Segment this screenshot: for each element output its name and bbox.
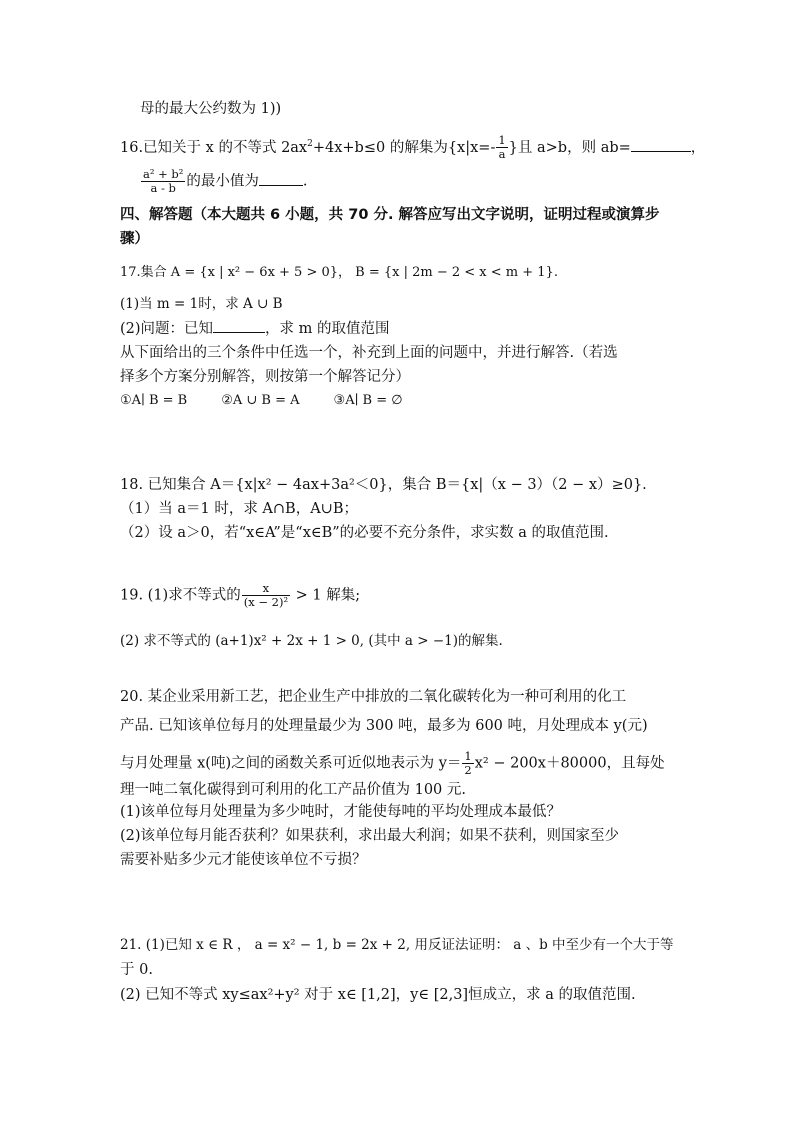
question-20-part-1: (1)该单位每月处理量为多少吨时，才能使每吨的平均处理成本最低？ bbox=[120, 804, 562, 820]
question-18-part-1: （1）当 a＝1 时，求 A∩B，A∪B； bbox=[120, 501, 358, 517]
question-20-part-2: (2)该单位每月能否获利？如果获利，求出最大利润；如果不获利，则国家至少 bbox=[120, 828, 620, 844]
question-18: 18. 已知集合 A＝{x|x² − 4ax+3a²＜0}，集合 B＝{x|（x − 3）（2 − x）≥0}. bbox=[120, 477, 647, 493]
question-21-part-1: 21. (1)已知 x ∈ R ， a = x² − 1, b = 2x + 2, 用反证法证明： a 、b 中至少有一个大于等 bbox=[120, 937, 674, 953]
question-20: 产品. 已知该单位每月的处理量最少为 300 吨，最多为 600 吨，月处理成本 y(元) bbox=[120, 718, 648, 734]
fraction: $\frac{\text{a² + b²}}{a - b}$ bbox=[143, 167, 184, 195]
question-20: 理一吨二氧化碳得到可利用的化工产品价值为 100 元. bbox=[120, 782, 467, 798]
question-16-line-1: 16.已知关于 x 的不等式 $2ax^2+4x+b\le 0$ 的解集为{x|x=- $\frac{1}{a}$ }且 a>b，则 ab= ， bbox=[120, 133, 706, 162]
section-heading: 四、解答题（本大题共 6 小题，共 70 分. 解答应写出文字说明，证明过程或演算步 bbox=[120, 207, 660, 223]
question-17-text: 从下面给出的三个条件中任选一个，补充到上面的问题中，并进行解答.（若选 bbox=[120, 345, 618, 361]
text-line: 母的最大公约数为 1)) bbox=[140, 101, 282, 117]
question-17-text: 择多个方案分别解答，则按第一个解答记分） bbox=[120, 369, 410, 385]
question-19-part-1: 19. (1)求不等式的 $\frac{x}{\text{(x − 2)²}}$ > 1 解集; bbox=[120, 581, 361, 609]
question-20: 与月处理量 x(吨)之间的函数关系可近似地表示为 y＝ $\frac{1}{2}$ x² − 200x＋80000，且每处 bbox=[120, 749, 665, 777]
answer-blank[interactable] bbox=[213, 318, 265, 333]
question-18-part-2: （2）设 a＞0，若“x∈A”是“x∈B”的必要不充分条件，求实数 a 的取值范围. bbox=[120, 525, 609, 541]
section-heading-cont: 骤） bbox=[120, 231, 149, 247]
question-17-part-2: (2)问题：已知 ，求 m 的取值范围 bbox=[120, 318, 390, 339]
fraction: $\frac{x}{\text{(x − 2)²}}$ bbox=[243, 581, 289, 609]
question-19-part-2: (2) 求不等式的 (a+1)x² + 2x + 1 > 0, (其中 a > −1)的解集. bbox=[120, 633, 503, 649]
fraction: $\frac{1}{a}$ bbox=[498, 133, 506, 162]
question-21-part-2: (2) 已知不等式 xy≤ax²+y² 对于 x∈ [1,2]，y∈ [2,3]恒成立，求 a 的取值范围. bbox=[120, 987, 636, 1003]
question-16-line-2: $\frac{\text{a² + b²}}{a - b}$ 的最小值为 . bbox=[143, 167, 308, 195]
question-20: 20. 某企业采用新工艺，把企业生产中排放的二氧化碳转化为一种可利用的化工 bbox=[120, 689, 627, 705]
answer-blank[interactable] bbox=[259, 171, 303, 186]
answer-blank[interactable] bbox=[631, 137, 691, 152]
fraction: $\frac{1}{2}$ bbox=[464, 749, 472, 777]
question-20-part-2: 需要补贴多少元才能使该单位不亏损？ bbox=[120, 852, 367, 868]
question-17-part-1: (1)当 m = 1时，求 A ∪ B bbox=[120, 296, 283, 312]
question-17: 17.集合 A = {x | x² − 6x + 5 > 0}， B = {x | 2m − 2 < x < m + 1}. bbox=[120, 265, 558, 280]
question-21-part-1: 于 0. bbox=[120, 962, 153, 978]
question-17-options: ①A∣ B = B ②A ∪ B = A ③A∣ B = ∅ bbox=[120, 393, 403, 408]
